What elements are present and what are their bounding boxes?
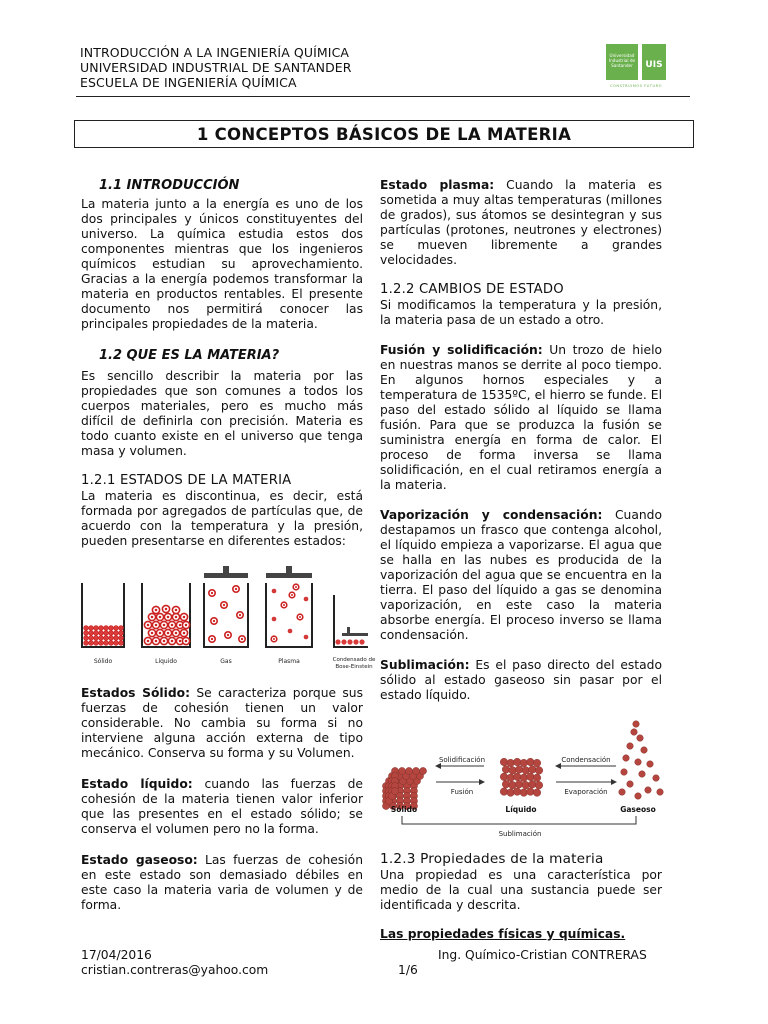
section-estados xyxy=(81,473,363,549)
cambios-heading: 1.2.2 CAMBIOS DE ESTADO xyxy=(380,282,564,297)
particle xyxy=(635,759,642,766)
particle xyxy=(109,626,114,631)
intro-text: La materia junto a la energía es uno de los dos principales y únicos constituyentes del universo. La química estudia estos dos componentes mientras que los ingenieros químicos estudian su aprovechamiento. Gracias a la energía podemos transformar la materia en productos rentables. El presente documento nos permitirá conocer las principales propiedades de la materia. xyxy=(81,197,363,331)
particle xyxy=(114,631,119,636)
particle-core xyxy=(295,586,297,588)
particle xyxy=(509,781,517,789)
university-logo xyxy=(604,44,690,90)
label-solidificacion: Solidificación xyxy=(438,756,486,764)
particle xyxy=(405,767,412,774)
particle xyxy=(89,631,94,636)
particle xyxy=(645,787,652,794)
particle-core xyxy=(223,604,225,606)
particle xyxy=(94,636,99,641)
particle xyxy=(507,759,515,767)
particle xyxy=(500,788,508,796)
fig-label-gas: Gas xyxy=(220,658,232,665)
intro-heading: 1.1 INTRODUCCIÓN xyxy=(99,178,240,193)
particle xyxy=(623,755,630,762)
estado-liquido-paragraph xyxy=(81,777,363,837)
label-fusion: Fusión xyxy=(450,788,474,796)
particle xyxy=(513,788,521,796)
particle-core xyxy=(159,616,162,619)
states-of-matter-figure xyxy=(78,565,376,677)
particle xyxy=(288,629,292,633)
particle-core xyxy=(171,640,174,643)
page-header xyxy=(80,45,352,90)
particle xyxy=(89,626,94,631)
particle-core xyxy=(151,632,154,635)
cambios-text: Si modificamos la temperatura y la presión, la materia pasa de un estado a otro. xyxy=(380,298,662,327)
fig-label-plasma: Plasma xyxy=(278,658,300,665)
particle xyxy=(507,789,515,797)
particle-core xyxy=(151,616,154,619)
estados-heading: 1.2.1 ESTADOS DE LA MATERIA xyxy=(81,473,292,488)
particle-core xyxy=(175,609,178,612)
particle xyxy=(84,641,89,646)
particle-core xyxy=(283,604,285,606)
liquid-container xyxy=(142,583,190,647)
fusion-text: Un trozo de hielo en nuestras manos se derrite al poco tiempo. En algunos hornos especiales y a temperatura de 1535ºC, el hierro se funde. El paso del estado sólido al líquido se llama fusión. Para que se produzca la fusión se suministra energía en forma de calor. El proceso de forma inversa se llama solidificación, en el cual retiramos energía a la materia. xyxy=(380,343,663,492)
vapor-label: Vaporización y condensación: xyxy=(380,508,603,522)
footer-left xyxy=(81,948,268,978)
bec-container xyxy=(334,595,368,647)
label-sublimacion: Sublimación xyxy=(498,830,542,838)
particle-core xyxy=(291,594,293,596)
label-evaporacion: Evaporación xyxy=(564,788,608,796)
particle xyxy=(304,597,308,601)
particle-core xyxy=(179,640,182,643)
particle xyxy=(627,743,634,750)
header-university: UNIVERSIDAD INDUSTRIAL DE SANTANDER xyxy=(80,60,352,75)
gaseoso-label: Estado gaseoso: xyxy=(81,853,198,867)
section-que-es-materia xyxy=(81,348,363,459)
particle-core xyxy=(183,616,186,619)
particle xyxy=(502,780,510,788)
particle-core xyxy=(155,624,158,627)
particle-core xyxy=(155,640,158,643)
particle xyxy=(500,758,508,766)
section-propiedades xyxy=(380,852,662,942)
particle xyxy=(84,626,89,631)
liquido-label: Estado líquido: xyxy=(81,777,193,791)
particle-core xyxy=(163,624,166,627)
particle xyxy=(104,626,109,631)
particle xyxy=(522,781,530,789)
chapter-title: 1 CONCEPTOS BÁSICOS DE LA MATERIA xyxy=(74,120,694,148)
footer-date: 17/04/2016 xyxy=(81,948,152,962)
fusion-paragraph xyxy=(380,343,662,493)
arrow-sublimacion xyxy=(402,816,636,824)
prop-text: Una propiedad es una característica por medio de la cual una sustancia puede ser identificada y descrita. xyxy=(380,868,662,912)
header-school: ESCUELA DE INGENIERÍA QUÍMICA xyxy=(80,75,297,90)
fusion-label: Fusión y solidificación: xyxy=(380,343,543,357)
particle xyxy=(94,641,99,646)
particle xyxy=(99,631,104,636)
footer-email: cristian.contreras@yahoo.com xyxy=(81,963,269,977)
particle xyxy=(657,789,664,796)
estado-plasma-paragraph xyxy=(380,178,662,268)
header-course: INTRODUCCIÓN A LA INGENIERÍA QUÍMICA xyxy=(80,45,350,60)
particle xyxy=(119,641,124,646)
particle xyxy=(509,767,517,775)
sublim-text: Es el paso directo del estado sólido al estado gaseoso sin pasar por el estado líquido. xyxy=(380,658,662,702)
particle xyxy=(520,759,528,767)
particle-core xyxy=(235,588,237,590)
particle xyxy=(412,767,419,774)
particle xyxy=(419,767,426,774)
particle-core xyxy=(155,609,158,612)
particle xyxy=(94,626,99,631)
particle-core xyxy=(171,624,174,627)
header-rule xyxy=(76,96,690,97)
particle xyxy=(633,721,640,728)
particle xyxy=(99,641,104,646)
sublimacion-paragraph xyxy=(380,658,662,703)
plasma-container xyxy=(266,566,312,647)
particle xyxy=(520,774,528,782)
particle-core xyxy=(239,614,241,616)
particle xyxy=(304,635,308,639)
particle-core xyxy=(179,624,182,627)
materia-text: Es sencillo describir la materia por las propiedades que son comunes a todos los cuerpos materiales, pero es mucho más difícil de definirla con precisión. Materia es todo cuanto existe en el universo que tenga masa y volumen. xyxy=(81,369,363,458)
particle xyxy=(527,773,535,781)
particle-core xyxy=(163,640,166,643)
estado-gaseoso-paragraph xyxy=(81,853,363,913)
particle xyxy=(109,636,114,641)
particle xyxy=(533,789,541,797)
label-solido: Sólido xyxy=(390,805,418,814)
particle xyxy=(513,773,521,781)
particle-core xyxy=(167,632,170,635)
particle xyxy=(84,631,89,636)
particle xyxy=(119,626,124,631)
particle xyxy=(99,626,104,631)
particle xyxy=(529,766,537,774)
particle xyxy=(527,788,535,796)
particle xyxy=(104,636,109,641)
particle xyxy=(529,780,537,788)
particle xyxy=(109,641,114,646)
particle xyxy=(391,787,398,794)
logo-mark: UIS xyxy=(645,60,663,70)
particle-core xyxy=(273,638,275,640)
liquido-text: cuando las fuerzas de cohesión de la materia tienen valor inferior que las presentes en el estado sólido; se conserva el volumen pero no la forma. xyxy=(81,777,363,836)
particle xyxy=(507,774,515,782)
particle xyxy=(627,781,634,788)
particle xyxy=(94,631,99,636)
particle xyxy=(637,735,644,742)
vaporizacion-paragraph xyxy=(380,508,662,643)
fig-label-liquido: Líquido xyxy=(155,658,177,665)
particle xyxy=(104,641,109,646)
phase-change-diagram xyxy=(380,720,666,844)
particle xyxy=(84,636,89,641)
label-condensacion: Condensación xyxy=(561,756,611,764)
particle xyxy=(520,789,528,797)
solido-text: Se caracteriza porque sus fuerzas de cohesión tienen un valor considerable. No cambia su forma si no interviene alguna acción externa de tipo mecánico. Conserva su forma y su Volumen. xyxy=(81,686,363,760)
particle xyxy=(533,759,541,767)
particle xyxy=(653,775,660,782)
particle xyxy=(535,781,543,789)
particle xyxy=(89,641,94,646)
particle xyxy=(99,636,104,641)
particle xyxy=(89,636,94,641)
particle-core xyxy=(211,638,213,640)
particle xyxy=(635,793,642,800)
footer-page-number: 1/6 xyxy=(398,963,418,977)
gas-container xyxy=(204,566,248,647)
materia-heading: 1.2 QUE ES LA MATERIA? xyxy=(99,348,280,363)
logo-tagline: CONSTRUIMOS FUTURO xyxy=(610,84,662,88)
prop-subheading: Las propiedades físicas y químicas. xyxy=(380,927,626,941)
particle xyxy=(513,758,521,766)
particle xyxy=(515,780,523,788)
solid-container xyxy=(82,583,124,647)
section-introduction xyxy=(81,178,363,332)
particle-core xyxy=(159,632,162,635)
estados-text: La materia es discontinua, es decir, está formada por agregados de partículas que, de acuerdo con la temperatura y la presión, pueden presentarse en diferentes estados: xyxy=(81,489,363,548)
particle xyxy=(535,767,543,775)
particle xyxy=(631,729,638,736)
plasma-text: Cuando la materia es sometida a muy altas temperaturas (millones de grados), sus átomos se desintegran y sus partículas (protones, neutrones y electrones) se mueven libremente a grandes velocidades. xyxy=(380,178,662,267)
particle xyxy=(114,641,119,646)
particle xyxy=(641,747,648,754)
particle-core xyxy=(299,616,301,618)
fig-label-bec: Condensado de Bose-Einstein xyxy=(332,657,376,670)
particle xyxy=(639,771,646,778)
particle xyxy=(272,617,276,621)
particle xyxy=(500,773,508,781)
label-gaseoso: Gaseoso xyxy=(620,805,656,814)
particle xyxy=(114,626,119,631)
section-cambios xyxy=(380,282,662,328)
particle xyxy=(522,767,530,775)
particle-core xyxy=(175,616,178,619)
particle-core xyxy=(165,608,168,611)
footer-author: Ing. Químico-Cristian CONTRERAS xyxy=(438,948,647,962)
particle-core xyxy=(185,624,188,627)
particle xyxy=(527,758,535,766)
prop-heading: 1.2.3 Propiedades de la materia xyxy=(380,851,604,867)
particle xyxy=(533,774,541,782)
particle xyxy=(114,636,119,641)
particle-core xyxy=(211,592,213,594)
fig-label-solido: Sólido xyxy=(93,658,113,665)
particle xyxy=(398,767,405,774)
gaseoso-text: Las fuerzas de cohesión en este estado son demasiado débiles en este caso la materia varia de volumen y de forma. xyxy=(81,853,363,912)
particle xyxy=(647,761,654,768)
particle-core xyxy=(147,624,150,627)
particle xyxy=(119,636,124,641)
vapor-text: Cuando destapamos un frasco que contenga alcohol, el líquido empieza a vaporizarse. El agua que se halla en las nubes es producida de la vaporización del agua que se encuentra en la tierra. El paso del líquido a gas se denomina vaporización, en este caso la materia absorbe energía. El proceso inverso se llama condensación. xyxy=(380,508,663,642)
sublim-label: Sublimación: xyxy=(380,658,470,672)
particle xyxy=(272,589,276,593)
label-liquido: Líquido xyxy=(505,805,537,814)
particle-core xyxy=(183,632,186,635)
particle xyxy=(619,789,626,796)
particle xyxy=(104,631,109,636)
estado-solido-paragraph xyxy=(81,686,363,761)
particle-core xyxy=(213,620,215,622)
particle xyxy=(119,631,124,636)
particle xyxy=(502,766,510,774)
particle-core xyxy=(147,640,150,643)
plasma-label: Estado plasma: xyxy=(380,178,495,192)
particle-core xyxy=(167,616,170,619)
particle xyxy=(515,766,523,774)
particle xyxy=(109,631,114,636)
particle-core xyxy=(227,634,229,636)
particle-core xyxy=(185,640,188,643)
solido-label: Estados Sólido: xyxy=(81,686,191,700)
particle-core xyxy=(241,638,243,640)
particle-core xyxy=(175,632,178,635)
particle xyxy=(621,769,628,776)
logo-text: Universidad Industrial de Santander xyxy=(608,53,636,68)
